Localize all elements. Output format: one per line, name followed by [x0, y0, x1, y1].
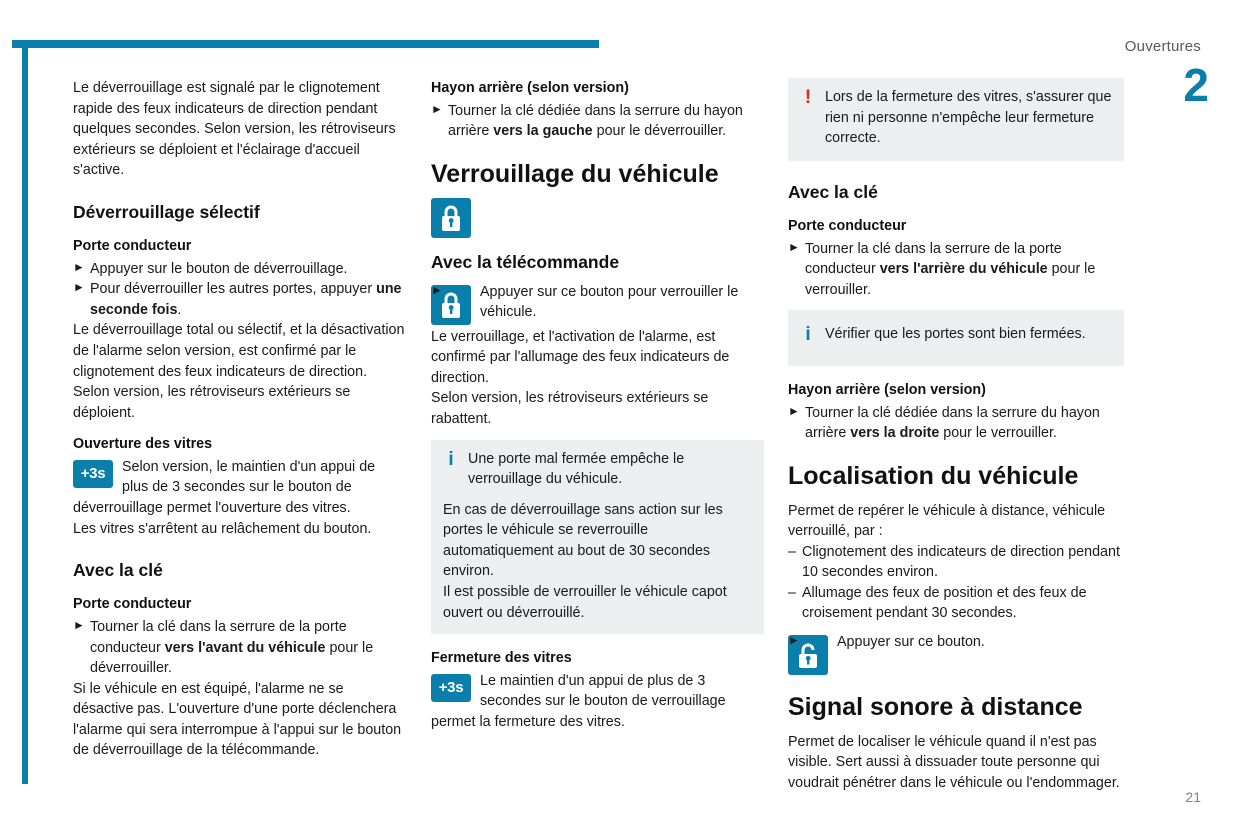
picto-paragraph-group [431, 282, 764, 327]
chapter-number: 2 [1183, 59, 1209, 111]
subheading-hayon-arriere: Hayon arrière (selon version) [431, 80, 629, 96]
heading-signal-sonore: Signal sonore à distance [788, 693, 1083, 722]
dash-bullet-icon: – [788, 584, 796, 601]
list-item-text [805, 241, 1095, 298]
heading-avec-la-cle: Avec la clé [73, 560, 163, 581]
info-callout-text [468, 449, 752, 490]
arrow-bullet-icon: ► [73, 259, 85, 274]
list-item-emphasis: une seconde fois [90, 281, 402, 318]
list-item [73, 279, 405, 320]
arrow-bullet-icon: ► [788, 239, 800, 254]
info-icon: i [448, 448, 454, 470]
column-3 [788, 78, 1124, 794]
info-callout-continued [431, 500, 764, 634]
list-item-text: Clignotement des indicateurs de direction pendant 10 secondes environ. [802, 543, 1120, 581]
subheading-porte-conducteur-cle: Porte conducteur [73, 596, 192, 613]
heading-avec-la-cle: Avec la clé [788, 181, 878, 202]
info-callout-text: Vérifier que les portes sont bien fermées. [825, 326, 1086, 343]
warning-icon: ! [804, 87, 812, 108]
page-number: 21 [1185, 789, 1201, 805]
subheading-porte-conducteur: Porte conducteur [73, 238, 192, 255]
list-item-text-part: . [177, 301, 182, 318]
heading-deverrouillage-selectif: Déverrouillage sélectif [73, 201, 260, 222]
list-item-text-part: pour le déverrouiller. [90, 639, 374, 677]
callout-paragraph: Il est possible de verrouiller le véhicule capot ouvert ou déverrouillé. [443, 584, 727, 621]
list-item-text [90, 619, 373, 676]
list-item [788, 542, 1124, 583]
left-accent-rule [22, 44, 28, 784]
list-item-text-part: Tourner la clé dédiée dans la serrure du hayon arrière [805, 404, 1100, 442]
list-item-text [90, 281, 402, 318]
info-callout [431, 440, 764, 500]
paragraph-ouverture-vitres: Selon version, le maintien d'un appui de plus de 3 secondes sur le bouton de déverrouillage permet l'ouverture des vitres. [73, 458, 376, 517]
column-2 [431, 78, 764, 733]
list-item-text-part: Tourner la clé dans la serrure de la porte conducteur [805, 240, 1062, 278]
paragraph-retroviseurs: Selon version, les rétroviseurs extérieurs se déploient. [73, 384, 351, 421]
list-item-emphasis: vers l'avant du véhicule [164, 639, 326, 656]
column-1 [73, 78, 405, 761]
picto-paragraph-group [788, 632, 1124, 677]
warning-callout-text: Lors de la fermeture des vitres, s'assurer que rien ni personne n'empêche leur fermeture correcte. [825, 89, 1112, 147]
list-item-text [448, 103, 743, 140]
list-item [788, 583, 1124, 624]
list-item-text-part: Pour déverrouiller les autres portes, appuyer [90, 281, 377, 298]
subheading-fermeture-des-vitres: Fermeture des vitres [431, 650, 572, 667]
info-callout [788, 310, 1124, 366]
arrow-bullet-icon: ► [73, 617, 85, 632]
subheading-ouverture-des-vitres: Ouverture des vitres [73, 436, 213, 453]
lock-closed-icon [431, 198, 471, 238]
arrow-bullet-icon: ► [73, 280, 85, 295]
warning-callout [788, 78, 1124, 161]
list-item [788, 403, 1124, 444]
arrow-bullet-icon: ► [431, 101, 443, 116]
list-item [431, 282, 764, 323]
list-item-text-part: pour le déverrouiller. [592, 123, 727, 140]
heading-localisation-du-vehicule: Localisation du véhicule [788, 461, 1079, 490]
intro-paragraph: Le déverrouillage est signalé par le clignotement rapide des feux indicateurs de direction pendant quelques secondes. Selon version, les rétroviseurs extérieurs se déploient et l'éclairage d'accueil s'active. [73, 80, 396, 179]
arrow-bullet-icon: ► [431, 282, 443, 297]
list-item [73, 259, 405, 280]
heading-verrouillage-du-vehicule: Verrouillage du véhicule [431, 159, 719, 188]
top-accent-rule [12, 40, 599, 48]
picto-paragraph-group [73, 457, 405, 519]
list-item-text: Appuyer sur ce bouton. [837, 634, 985, 651]
list-item [788, 632, 1124, 653]
subheading-hayon-arriere: Hayon arrière (selon version) [788, 382, 986, 399]
list-item-text: Appuyer sur le bouton de déverrouillage. [90, 260, 348, 277]
callout-paragraph: Une porte mal fermée empêche le verrouillage du véhicule. [468, 450, 685, 488]
list-item [431, 101, 764, 142]
list-item [73, 617, 405, 679]
paragraph-signal: Permet de localiser le véhicule quand il n'est pas visible. Sert aussi à dissuader toute personne qui voudrait pénétrer dans le véhicule ou l'endommager. [788, 733, 1120, 791]
list-item-emphasis: vers la droite [850, 425, 940, 442]
paragraph-fermeture-vitres: Le maintien d'un appui de plus de 3 secondes sur le bouton de verrouillage permet la fermeture des vitres. [431, 672, 726, 730]
list-item-text-part: pour le verrouiller. [805, 261, 1096, 298]
paragraph-retroviseurs-rabattent: Selon version, les rétroviseurs extérieurs se rabattent. [431, 390, 709, 427]
paragraph-total: Le déverrouillage total ou sélectif, et la désactivation de l'alarme selon version, est confirmé par le clignotement des feux indicateurs de direction. [73, 322, 405, 380]
paragraph-vitres-arret: Les vitres s'arrêtent au relâchement du bouton. [73, 520, 372, 537]
heading-avec-la-telecommande: Avec la télécommande [431, 252, 620, 273]
list-item-emphasis: vers la gauche [493, 123, 593, 140]
subheading-porte-conducteur: Porte conducteur [788, 217, 907, 234]
callout-paragraph: En cas de déverrouillage sans action sur les portes le véhicule se reverrouille automatiquement au bout de 30 secondes environ. [443, 501, 723, 580]
list-item-text [805, 405, 1100, 442]
info-icon: i [805, 324, 811, 346]
arrow-bullet-icon: ► [788, 403, 800, 418]
plus-3s-icon: +3s [431, 674, 471, 702]
dash-bullet-icon: – [788, 543, 796, 560]
paragraph-verrouillage: Le verrouillage, et l'activation de l'alarme, est confirmé par l'allumage des feux indicateurs de direction. [431, 328, 730, 386]
picto-paragraph-group [431, 671, 764, 733]
lock-picto-wrapper [431, 198, 764, 238]
arrow-bullet-icon: ► [788, 633, 800, 648]
list-item-text-part: Tourner la clé dédiée dans la serrure du hayon arrière [448, 102, 743, 140]
chapter-title: Ouvertures [1124, 38, 1201, 55]
list-item-text-part: Tourner la clé dans la serrure de la porte conducteur [90, 618, 347, 656]
paragraph-alarme: Si le véhicule en est équipé, l'alarme ne se désactive pas. L'ouverture d'une porte déclenchera l'alarme qui sera interrompue à l'appui sur le bouton de déverrouillage de la télécommande. [73, 680, 402, 759]
plus-3s-icon: +3s [73, 460, 113, 488]
list-item-text: Appuyer sur ce bouton pour verrouiller le véhicule. [480, 283, 739, 321]
list-item-emphasis: vers l'arrière du véhicule [879, 261, 1048, 278]
list-item-text-part: pour le verrouiller. [939, 425, 1057, 442]
paragraph-localisation: Permet de repérer le véhicule à distance, véhicule verrouillé, par : [788, 502, 1106, 540]
list-item [788, 239, 1124, 301]
list-item-text: Allumage des feux de position et des feux de croisement pendant 30 secondes. [802, 584, 1087, 622]
